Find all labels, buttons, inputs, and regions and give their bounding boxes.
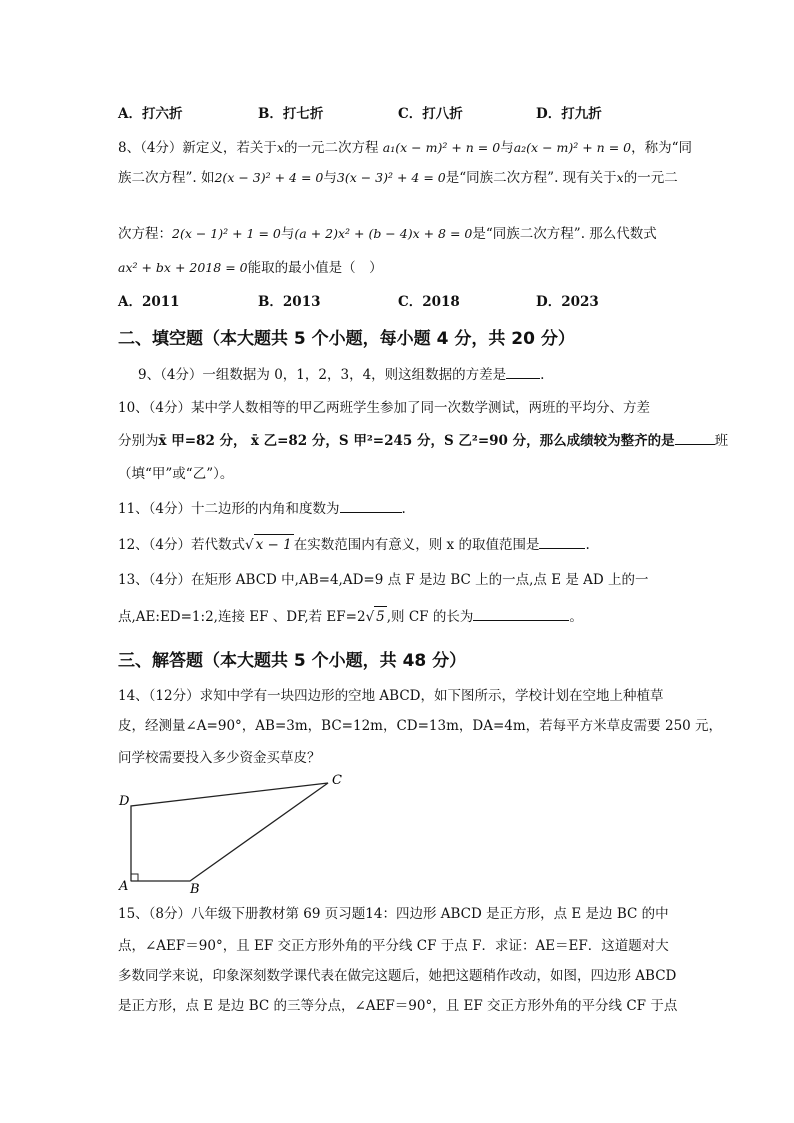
q15-text: 多数同学来说，印象深刻数学课代表在做完这题后，她把这题稍作改动，如图，四边形 ABCD xyxy=(118,968,677,984)
answer-blank[interactable] xyxy=(340,498,402,513)
q8-option-a: A．2011 xyxy=(118,294,180,310)
q10-text: 10、（4分）某中学人数相等的甲乙两班学生参加了同一次数学测试，两班的平均分、方差 xyxy=(118,400,651,416)
q13-end: 。 xyxy=(569,609,583,625)
q13-text: 13、（4分）在矩形 ABCD 中,AB=4,AD=9 点 F 是边 BC 上的一点,点 E 是 AD 上的一 xyxy=(118,572,649,588)
q14-text: 皮，经测量∠A=90°，AB=3m，BC=12m，CD=13m，DA=4m，若每平方米草皮需要 250 元， xyxy=(118,718,723,734)
q10-mean-yi: x̄ 乙=82 分， xyxy=(250,433,339,449)
q15-line-1 xyxy=(118,904,669,924)
q8-equation: (a + 2)x² + (b − 4)x + 8 = 0 xyxy=(294,226,473,241)
q10-text: 班 xyxy=(714,433,729,449)
q8-text: 是“同族二次方程”. 那么代数式 xyxy=(472,226,657,242)
q10-text: （填“甲”或“乙”）。 xyxy=(118,466,234,482)
q13-line-2 xyxy=(118,606,583,627)
q14-line-1 xyxy=(118,686,663,706)
q8-text: 8、（4分）新定义，若关于 xyxy=(118,140,277,156)
q10-line-2 xyxy=(118,430,728,451)
q15-text: 点，∠AEF＝90°，且 EF 交正方形外角的平分线 CF 于点 F．求证：AE＝EF．这道题对大 xyxy=(118,938,669,954)
q8-line-2 xyxy=(118,168,678,188)
q12-radicand: x − 1 xyxy=(254,534,294,555)
q8-option-d: D．2023 xyxy=(536,294,599,310)
q10-var-yi: S 乙²=90 分，那么成绩较为整齐的是 xyxy=(443,433,675,449)
answer-blank[interactable] xyxy=(675,430,715,445)
q9 xyxy=(138,364,544,385)
section-3-title: 三、解答题（本大题共 5 个小题，共 48 分） xyxy=(118,651,467,671)
q9-end: . xyxy=(540,367,545,383)
vertex-label-c: C xyxy=(332,773,342,788)
q8-options xyxy=(118,290,678,310)
q8-text: 次方程： xyxy=(118,226,172,242)
q14-line-3 xyxy=(118,748,321,768)
q11 xyxy=(118,498,406,519)
right-angle-mark xyxy=(131,874,138,881)
section-2-title: 二、填空题（本大题共 5 个小题，每小题 4 分，共 20 分） xyxy=(118,329,575,349)
q15-line-3 xyxy=(118,966,676,986)
q7-options xyxy=(118,102,678,122)
q13-line-1 xyxy=(118,570,649,590)
answer-blank[interactable] xyxy=(473,606,569,621)
q9-text: 9、（4分）一组数据为 0，1，2，3，4，则这组数据的方差是 xyxy=(138,367,507,383)
q8-option-b: B．2013 xyxy=(258,294,321,310)
q14-text: 14、（12分）求知中学有一块四边形的空地 ABCD，如下图所示，学校计划在空地上种植草 xyxy=(118,688,664,704)
q8-line-4 xyxy=(118,258,383,278)
q14-text: 问学校需要投入多少资金买草皮？ xyxy=(118,750,321,766)
vertex-label-b: B xyxy=(190,882,200,895)
q8-var: x xyxy=(616,170,624,185)
q7-option-d: D．打九折 xyxy=(536,106,602,122)
q7-option-c: C．打八折 xyxy=(398,106,463,122)
q8-equation: a₁(x − m)² + n = 0 xyxy=(382,140,501,155)
q8-equation: ax² + bx + 2018 = 0 xyxy=(118,260,248,275)
q10-var-jia: S 甲²=245 分， xyxy=(338,433,444,449)
q8-line-3 xyxy=(118,224,657,244)
q8-text: 的一元二 xyxy=(623,170,678,186)
q15-line-4 xyxy=(118,996,677,1016)
q10-line-1 xyxy=(118,398,650,418)
q8-text: ，称为“同 xyxy=(631,140,693,156)
q8-var: x xyxy=(276,140,284,155)
q8-equation: 2(x − 1)² + 1 = 0 xyxy=(172,226,281,241)
q13-radicand: 5 xyxy=(374,606,387,627)
q7-option-b: B．打七折 xyxy=(258,106,324,122)
vertex-label-a: A xyxy=(119,879,129,894)
q8-equation: 2(x − 3)² + 4 = 0 xyxy=(214,170,324,185)
q10-text: 分别为 xyxy=(118,433,159,449)
q11-end: . xyxy=(401,501,406,517)
q8-text: 能取的最小值是（ ） xyxy=(247,260,383,276)
sqrt-symbol: √ xyxy=(365,609,375,625)
q8-line-1 xyxy=(118,138,692,158)
q15-text: 是正方形，点 E 是边 BC 的三等分点，∠AEF＝90°，且 EF 交正方形外角的平分线 CF 于点 xyxy=(118,998,678,1014)
answer-blank[interactable] xyxy=(506,364,540,379)
vertex-label-d: D xyxy=(119,794,130,809)
q7-option-a: A．打六折 xyxy=(118,106,183,122)
q8-text: 与 xyxy=(280,226,295,242)
q12-end: . xyxy=(585,537,590,553)
q12-text: 在实数范围内有意义，则 x 的取值范围是 xyxy=(293,537,540,553)
q13-text: ,则 CF 的长为 xyxy=(386,609,474,625)
quadrilateral-figure xyxy=(114,770,354,895)
q11-text: 11、（4分）十二边形的内角和度数为 xyxy=(118,501,340,517)
q8-equation: a₂(x − m)² + n = 0 xyxy=(513,140,632,155)
q8-equation: 3(x − 3)² + 4 = 0 xyxy=(336,170,446,185)
q14-line-2 xyxy=(118,716,722,736)
q10-mean-jia: x̄ 甲=82 分， xyxy=(158,433,247,449)
q12-text: 12、（4分）若代数式 xyxy=(118,537,246,553)
q8-text: 族二次方程”. 如 xyxy=(118,170,215,186)
q15-text: 15、（8分）八年级下册教材第 69 页习题14：四边形 ABCD 是正方形，点 E 是边 BC 的中 xyxy=(118,906,669,922)
q8-text: 与 xyxy=(323,170,337,186)
q10-line-3 xyxy=(118,464,233,484)
q8-text: 的一元二次方程 xyxy=(284,140,379,156)
q15-line-2 xyxy=(118,936,669,956)
q8-option-c: C．2018 xyxy=(398,294,460,310)
quadrilateral-edges xyxy=(131,783,328,881)
sqrt-symbol: √ xyxy=(245,537,254,553)
q12 xyxy=(118,534,590,555)
answer-blank[interactable] xyxy=(539,534,585,549)
q13-text: 点,AE:ED=1:2,连接 EF 、DF,若 EF=2 xyxy=(118,609,366,625)
q8-text: 是“同族二次方程”. 现有关于 xyxy=(445,170,617,186)
q8-text: 与 xyxy=(500,140,514,156)
